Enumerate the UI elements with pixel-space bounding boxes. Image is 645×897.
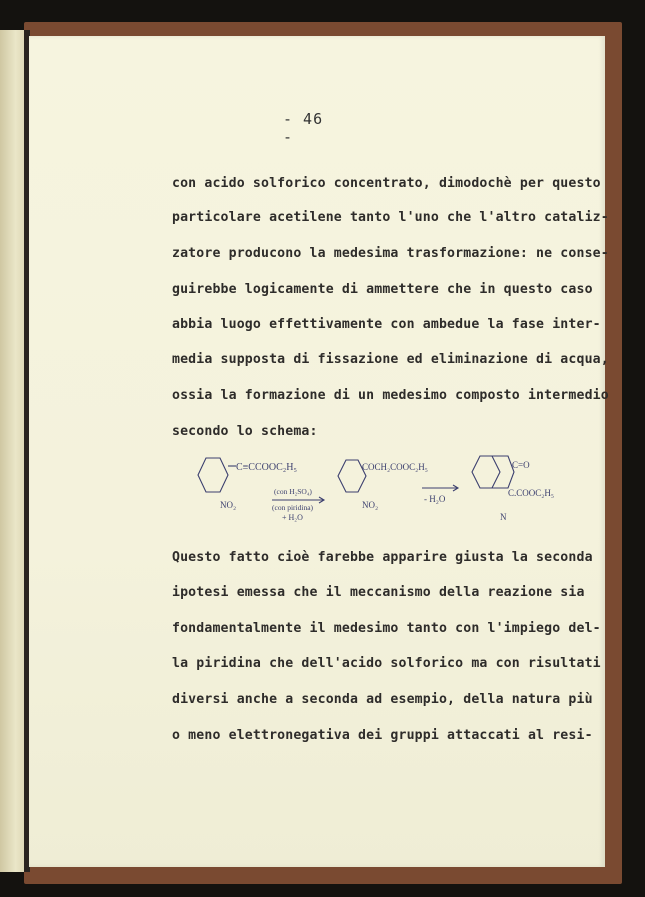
product-carbonyl: C=O xyxy=(512,460,530,470)
text-line: ipotesi emessa che il meccanismo della reazione sia xyxy=(172,585,585,600)
text-line: zatore producono la medesima trasformazione: ne conse- xyxy=(172,246,609,261)
product-benzene-ring xyxy=(472,456,500,488)
product-heterocycle xyxy=(492,456,514,488)
text-line: con acido solforico concentrato, dimodochè per questo xyxy=(172,176,601,191)
reactant-substituent: NO₂ xyxy=(220,500,237,510)
text-line: diversi anche a seconda ad esempio, della natura più xyxy=(172,692,593,707)
text-line: media supposta di fissazione ed eliminazione di acqua, xyxy=(172,352,609,367)
reaction-scheme xyxy=(190,448,570,528)
text-line: guirebbe logicamente di ammettere che in questo caso xyxy=(172,282,593,297)
product-nitrogen: N xyxy=(500,512,507,522)
reactant-benzene-ring xyxy=(198,458,228,492)
text-line: abbia luogo effettivamente con ambedue la fase inter- xyxy=(172,317,601,332)
condition-pyridine: (con piridina) xyxy=(272,503,314,512)
text-line: secondo lo schema: xyxy=(172,424,318,439)
product-ester: C.COOC₂H₅ xyxy=(508,488,555,498)
water-elimination: - H₂O xyxy=(424,494,446,504)
facing-page-edge xyxy=(0,30,26,872)
condition-sulfuric: (con H₂SO₄) xyxy=(274,487,312,496)
text-line: fondamentalmente il medesimo tanto con l'impiego del- xyxy=(172,621,601,636)
intermediate-substituent: NO₂ xyxy=(362,500,379,510)
text-line: o meno elettronegativa dei gruppi attaccati al resi- xyxy=(172,728,593,743)
intermediate-group: COCH₂COOC₂H₅ xyxy=(362,462,428,472)
text-line: ossia la formazione di un medesimo composto intermedio xyxy=(172,388,609,403)
text-line: particolare acetilene tanto l'uno che l'altro cataliz- xyxy=(172,210,609,225)
reactant-group: C≡CCOOC₂H₅ xyxy=(236,462,297,473)
condition-water: + H₂O xyxy=(282,513,303,522)
text-line: Questo fatto cioè farebbe apparire giusta la seconda xyxy=(172,550,593,565)
text-line: la piridina che dell'acido solforico ma con risultati xyxy=(172,656,601,671)
page-number: - 46 - xyxy=(283,110,324,146)
